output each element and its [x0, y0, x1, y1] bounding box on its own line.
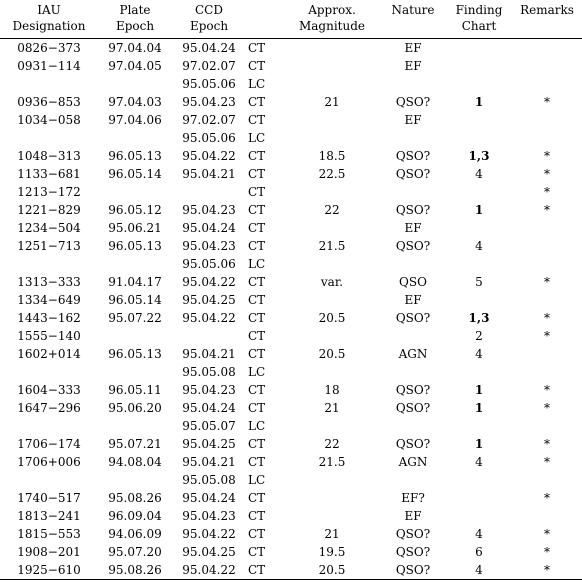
header-ccd-epoch: [172, 0, 246, 38]
remarks-cell: *: [544, 94, 550, 109]
table-row: [0, 309, 582, 327]
nature-cell: QSO?: [395, 382, 431, 397]
table-row: [0, 489, 582, 507]
nature-cell: QSO?: [395, 436, 431, 451]
magnitude-cell: 22: [324, 202, 340, 217]
remarks-cell: [512, 363, 582, 381]
table-header: [0, 0, 582, 38]
finding-chart-cell: [446, 219, 512, 237]
remarks-cell: [512, 291, 582, 309]
designation-cell: 1034−058: [17, 112, 81, 127]
designation-cell: 1602+014: [17, 346, 81, 361]
magnitude-cell: 22.5: [318, 166, 346, 181]
ccd-epoch-cell: 95.04.25: [182, 292, 236, 307]
finding-chart-cell: 1: [474, 202, 484, 217]
designation-cell: 1740−517: [17, 490, 81, 505]
finding-chart-cell: 4: [475, 166, 483, 181]
nature-cell: QSO?: [395, 148, 431, 163]
nature-cell: QSO?: [395, 238, 431, 253]
telescope-cell: CT: [248, 94, 266, 109]
table-row: [0, 237, 582, 255]
magnitude-cell: 20.5: [318, 346, 346, 361]
telescope-cell: CT: [248, 40, 266, 55]
ccd-epoch-cell: 95.05.08: [182, 472, 236, 487]
finding-chart-cell: 1: [474, 382, 484, 397]
plate-epoch-cell: 96.09.04: [108, 508, 162, 523]
plate-epoch-cell: 95.07.22: [108, 310, 162, 325]
nature-cell: EF: [404, 220, 422, 235]
table-row: [0, 543, 582, 561]
table-row: [0, 345, 582, 363]
nature-cell: EF: [404, 58, 422, 73]
plate-epoch-cell: [98, 75, 172, 93]
designation-cell: 1213−172: [17, 184, 81, 199]
header-line: Approx.: [308, 3, 356, 17]
nature-cell: [380, 417, 446, 435]
ccd-epoch-cell: 95.04.24: [182, 400, 236, 415]
magnitude-cell: [284, 38, 380, 57]
ccd-epoch-cell: 97.02.07: [182, 58, 236, 73]
table-row: [0, 381, 582, 399]
header-approx-magnitude: [284, 0, 380, 38]
header-finding-chart: [446, 0, 512, 38]
finding-chart-cell: [446, 507, 512, 525]
ccd-epoch-cell: 95.04.22: [172, 561, 246, 580]
telescope-cell: CT: [248, 544, 266, 559]
plate-epoch-cell: [98, 471, 172, 489]
designation-cell: [0, 75, 98, 93]
ccd-epoch-cell: 95.04.23: [182, 238, 236, 253]
telescope-cell: CT: [246, 561, 284, 580]
telescope-cell: LC: [248, 418, 266, 433]
nature-cell: AGN: [398, 454, 428, 469]
designation-cell: 1706+006: [17, 454, 81, 469]
designation-cell: 1925−610: [0, 561, 98, 580]
designation-cell: 1604−333: [17, 382, 81, 397]
magnitude-cell: [284, 417, 380, 435]
plate-epoch-cell: 95.06.20: [108, 400, 162, 415]
designation-cell: [0, 417, 98, 435]
header-nature: [380, 0, 446, 38]
magnitude-cell: [284, 129, 380, 147]
telescope-cell: CT: [248, 148, 266, 163]
ccd-epoch-cell: 95.04.22: [182, 274, 236, 289]
nature-cell: [380, 327, 446, 345]
finding-chart-cell: 5: [475, 274, 483, 289]
plate-epoch-cell: [98, 327, 172, 345]
remarks-cell: [512, 507, 582, 525]
magnitude-cell: [284, 75, 380, 93]
remarks-cell: *: [544, 490, 550, 505]
ccd-epoch-cell: 95.04.22: [182, 310, 236, 325]
designation-cell: 1234−504: [17, 220, 81, 235]
nature-cell: [380, 75, 446, 93]
telescope-cell: CT: [248, 58, 266, 73]
table-row: [0, 525, 582, 543]
telescope-cell: CT: [248, 526, 266, 541]
ccd-epoch-cell: 95.04.23: [182, 508, 236, 523]
finding-chart-cell: 1: [474, 400, 484, 415]
plate-epoch-cell: 97.04.03: [108, 94, 162, 109]
nature-cell: QSO?: [395, 202, 431, 217]
magnitude-cell: [284, 291, 380, 309]
designation-cell: 1443−162: [17, 310, 81, 325]
telescope-cell: CT: [248, 310, 266, 325]
finding-chart-cell: [446, 183, 512, 201]
nature-cell: [380, 129, 446, 147]
magnitude-cell: [284, 327, 380, 345]
designation-cell: 1647−296: [17, 400, 81, 415]
remarks-cell: [512, 471, 582, 489]
ccd-epoch-cell: 95.04.25: [182, 544, 236, 559]
ccd-epoch-cell: 95.04.24: [182, 220, 236, 235]
table-row: [0, 273, 582, 291]
plate-epoch-cell: 95.08.26: [98, 561, 172, 580]
finding-chart-cell: 4: [475, 526, 483, 541]
plate-epoch-cell: 91.04.17: [108, 274, 162, 289]
telescope-cell: CT: [248, 220, 266, 235]
nature-cell: EF?: [401, 490, 425, 505]
finding-chart-cell: 4: [475, 346, 483, 361]
table-row: [0, 183, 582, 201]
telescope-cell: CT: [248, 238, 266, 253]
finding-chart-cell: [446, 129, 512, 147]
finding-chart-cell: [446, 489, 512, 507]
header-line: Remarks: [520, 3, 574, 17]
plate-epoch-cell: 94.06.09: [108, 526, 162, 541]
plate-epoch-cell: [98, 363, 172, 381]
designation-cell: 1555−140: [17, 328, 81, 343]
ccd-epoch-cell: 95.05.08: [182, 364, 236, 379]
header-line: Designation: [12, 19, 86, 33]
remarks-cell: *: [544, 526, 550, 541]
plate-epoch-cell: 97.04.06: [108, 112, 162, 127]
nature-cell: QSO?: [395, 400, 431, 415]
nature-cell: QSO?: [395, 544, 431, 559]
header-plate-epoch: [98, 0, 172, 38]
table-row: [0, 561, 582, 580]
telescope-cell: LC: [248, 364, 266, 379]
ccd-epoch-cell: 95.04.23: [182, 382, 236, 397]
remarks-cell: [512, 57, 582, 75]
magnitude-cell: 18.5: [318, 148, 346, 163]
table-body: [0, 38, 582, 579]
plate-epoch-cell: 96.05.14: [108, 166, 162, 181]
remarks-cell: [512, 255, 582, 273]
remarks-cell: *: [544, 274, 550, 289]
plate-epoch-cell: 97.04.04: [108, 40, 162, 55]
designation-cell: 1815−553: [17, 526, 81, 541]
table-row: [0, 399, 582, 417]
ccd-epoch-cell: 95.04.21: [182, 454, 236, 469]
designation-cell: 1313−333: [17, 274, 81, 289]
nature-cell: QSO: [399, 274, 427, 289]
finding-chart-cell: 1,3: [468, 148, 490, 163]
ccd-epoch-cell: 95.05.07: [182, 418, 236, 433]
telescope-cell: LC: [248, 472, 266, 487]
header-line: Nature: [391, 3, 435, 17]
nature-cell: QSO?: [395, 94, 431, 109]
magnitude-cell: 19.5: [318, 544, 346, 559]
ccd-epoch-cell: 97.02.07: [182, 112, 236, 127]
table-row: [0, 57, 582, 75]
telescope-cell: CT: [248, 400, 266, 415]
ccd-epoch-cell: 95.04.24: [182, 40, 236, 55]
finding-chart-cell: [446, 38, 512, 57]
ccd-epoch-cell: 95.05.06: [182, 76, 236, 91]
table-row: [0, 507, 582, 525]
plate-epoch-cell: 95.06.21: [108, 220, 162, 235]
magnitude-cell: [284, 219, 380, 237]
header-line: Epoch: [189, 19, 229, 33]
finding-chart-cell: 2: [475, 328, 483, 343]
telescope-cell: CT: [248, 346, 266, 361]
remarks-cell: *: [544, 202, 550, 217]
remarks-cell: [512, 38, 582, 57]
table-row: [0, 453, 582, 471]
table-row: [0, 291, 582, 309]
telescope-cell: CT: [248, 328, 266, 343]
table-row: [0, 201, 582, 219]
telescope-cell: CT: [248, 382, 266, 397]
table-row: [0, 219, 582, 237]
nature-cell: QSO?: [395, 166, 431, 181]
table-row: [0, 38, 582, 57]
finding-chart-cell: 1,3: [468, 310, 490, 325]
ccd-epoch-cell: 95.05.06: [182, 130, 236, 145]
table-row: [0, 147, 582, 165]
remarks-cell: [512, 417, 582, 435]
remarks-cell: *: [544, 328, 550, 343]
plate-epoch-cell: [98, 129, 172, 147]
magnitude-cell: 22: [324, 436, 340, 451]
telescope-cell: CT: [248, 184, 266, 199]
header-line: Finding: [455, 3, 503, 17]
nature-cell: [380, 471, 446, 489]
table-row: [0, 255, 582, 273]
finding-chart-cell: [446, 417, 512, 435]
nature-cell: EF: [404, 40, 422, 55]
telescope-cell: CT: [248, 292, 266, 307]
telescope-cell: CT: [248, 436, 266, 451]
remarks-cell: *: [544, 400, 550, 415]
nature-cell: AGN: [398, 346, 428, 361]
telescope-cell: LC: [248, 76, 266, 91]
remarks-cell: *: [544, 310, 550, 325]
header-row: [0, 0, 582, 38]
header-line: Chart: [461, 19, 497, 33]
telescope-cell: CT: [248, 166, 266, 181]
ccd-epoch-cell: 95.04.23: [182, 202, 236, 217]
table-row: [0, 471, 582, 489]
telescope-cell: CT: [248, 274, 266, 289]
remarks-cell: [512, 237, 582, 255]
ccd-epoch-cell: [172, 183, 246, 201]
magnitude-cell: 21: [324, 526, 340, 541]
table-row: [0, 93, 582, 111]
table-row: [0, 327, 582, 345]
ccd-epoch-cell: [172, 327, 246, 345]
table-row: [0, 111, 582, 129]
nature-cell: [380, 255, 446, 273]
header-line: Magnitude: [298, 19, 366, 33]
designation-cell: 1133−681: [17, 166, 81, 181]
telescope-cell: CT: [248, 112, 266, 127]
finding-chart-cell: [446, 75, 512, 93]
finding-chart-cell: [446, 291, 512, 309]
header-remarks: [512, 0, 582, 38]
designation-cell: [0, 255, 98, 273]
plate-epoch-cell: 97.04.05: [108, 58, 162, 73]
plate-epoch-cell: [98, 183, 172, 201]
header-iau-designation: [0, 0, 98, 38]
nature-cell: EF: [404, 508, 422, 523]
magnitude-cell: [284, 489, 380, 507]
ccd-epoch-cell: 95.04.21: [182, 166, 236, 181]
header-line: IAU: [37, 3, 61, 17]
nature-cell: [380, 363, 446, 381]
table-row: [0, 165, 582, 183]
magnitude-cell: [284, 183, 380, 201]
designation-cell: 0826−373: [17, 40, 81, 55]
remarks-cell: *: [544, 184, 550, 199]
magnitude-cell: var.: [320, 274, 344, 289]
designation-cell: 1251−713: [17, 238, 81, 253]
magnitude-cell: [284, 471, 380, 489]
header-telescope: [246, 0, 284, 38]
remarks-cell: *: [544, 436, 550, 451]
remarks-cell: [512, 219, 582, 237]
finding-chart-cell: [446, 363, 512, 381]
plate-epoch-cell: 96.05.12: [108, 202, 162, 217]
designation-cell: [0, 363, 98, 381]
header-line: Epoch: [115, 19, 155, 33]
designation-cell: [0, 471, 98, 489]
ccd-epoch-cell: 95.04.22: [182, 526, 236, 541]
table-row: [0, 75, 582, 93]
telescope-cell: CT: [248, 202, 266, 217]
nature-cell: [380, 183, 446, 201]
designation-cell: 1706−174: [17, 436, 81, 451]
finding-chart-cell: 4: [475, 454, 483, 469]
header-line: Plate: [119, 3, 151, 17]
ccd-epoch-cell: 95.04.25: [182, 436, 236, 451]
nature-cell: QSO?: [380, 561, 446, 580]
finding-chart-cell: 1: [474, 94, 484, 109]
plate-epoch-cell: 95.08.26: [108, 490, 162, 505]
remarks-cell: [512, 111, 582, 129]
plate-epoch-cell: 95.07.20: [108, 544, 162, 559]
plate-epoch-cell: 96.05.14: [108, 292, 162, 307]
designation-cell: 1908−201: [17, 544, 81, 559]
table-row: [0, 435, 582, 453]
finding-chart-cell: [446, 255, 512, 273]
plate-epoch-cell: 95.07.21: [108, 436, 162, 451]
magnitude-cell: 20.5: [318, 310, 346, 325]
telescope-cell: CT: [248, 490, 266, 505]
designation-cell: [0, 129, 98, 147]
finding-chart-cell: [446, 111, 512, 129]
plate-epoch-cell: 96.05.13: [108, 148, 162, 163]
magnitude-cell: [284, 363, 380, 381]
nature-cell: EF: [404, 112, 422, 127]
remarks-cell: *: [544, 382, 550, 397]
plate-epoch-cell: [98, 417, 172, 435]
designation-cell: 1221−829: [17, 202, 81, 217]
magnitude-cell: 21: [324, 94, 340, 109]
plate-epoch-cell: 96.05.11: [108, 382, 162, 397]
magnitude-cell: [284, 57, 380, 75]
magnitude-cell: 18: [324, 382, 340, 397]
ccd-epoch-cell: 95.04.21: [182, 346, 236, 361]
finding-chart-cell: [446, 471, 512, 489]
nature-cell: EF: [404, 292, 422, 307]
plate-epoch-cell: [98, 255, 172, 273]
designation-cell: 1813−241: [17, 508, 81, 523]
nature-cell: QSO?: [395, 526, 431, 541]
ccd-epoch-cell: 95.05.06: [182, 256, 236, 271]
designation-cell: 0931−114: [17, 58, 81, 73]
magnitude-cell: 21.5: [318, 454, 346, 469]
designation-cell: 0936−853: [17, 94, 81, 109]
header-line: CCD: [195, 3, 223, 17]
magnitude-cell: 20.5: [284, 561, 380, 580]
table-row: [0, 363, 582, 381]
designation-cell: 1048−313: [17, 148, 81, 163]
designation-cell: 1334−649: [17, 292, 81, 307]
magnitude-cell: [284, 507, 380, 525]
remarks-cell: *: [544, 454, 550, 469]
nature-cell: QSO?: [395, 310, 431, 325]
finding-chart-cell: 4: [475, 238, 483, 253]
finding-chart-cell: 1: [474, 436, 484, 451]
magnitude-cell: [284, 111, 380, 129]
plate-epoch-cell: 96.05.13: [108, 346, 162, 361]
plate-epoch-cell: 96.05.13: [108, 238, 162, 253]
finding-chart-cell: 4: [446, 561, 512, 580]
remarks-cell: *: [512, 561, 582, 580]
remarks-cell: [512, 129, 582, 147]
ccd-epoch-cell: 95.04.24: [182, 490, 236, 505]
finding-chart-cell: 6: [475, 544, 483, 559]
remarks-cell: [512, 75, 582, 93]
magnitude-cell: 21: [324, 400, 340, 415]
telescope-cell: CT: [248, 508, 266, 523]
telescope-cell: LC: [248, 256, 266, 271]
ccd-epoch-cell: 95.04.22: [182, 148, 236, 163]
remarks-cell: *: [544, 166, 550, 181]
ccd-epoch-cell: 95.04.23: [182, 94, 236, 109]
plate-epoch-cell: 94.08.04: [108, 454, 162, 469]
finding-chart-cell: [446, 57, 512, 75]
remarks-cell: [512, 345, 582, 363]
table-row: [0, 129, 582, 147]
telescope-cell: CT: [248, 454, 266, 469]
magnitude-cell: 21.5: [318, 238, 346, 253]
telescope-cell: LC: [248, 130, 266, 145]
remarks-cell: *: [544, 148, 550, 163]
remarks-cell: *: [544, 544, 550, 559]
magnitude-cell: [284, 255, 380, 273]
table-row: [0, 417, 582, 435]
